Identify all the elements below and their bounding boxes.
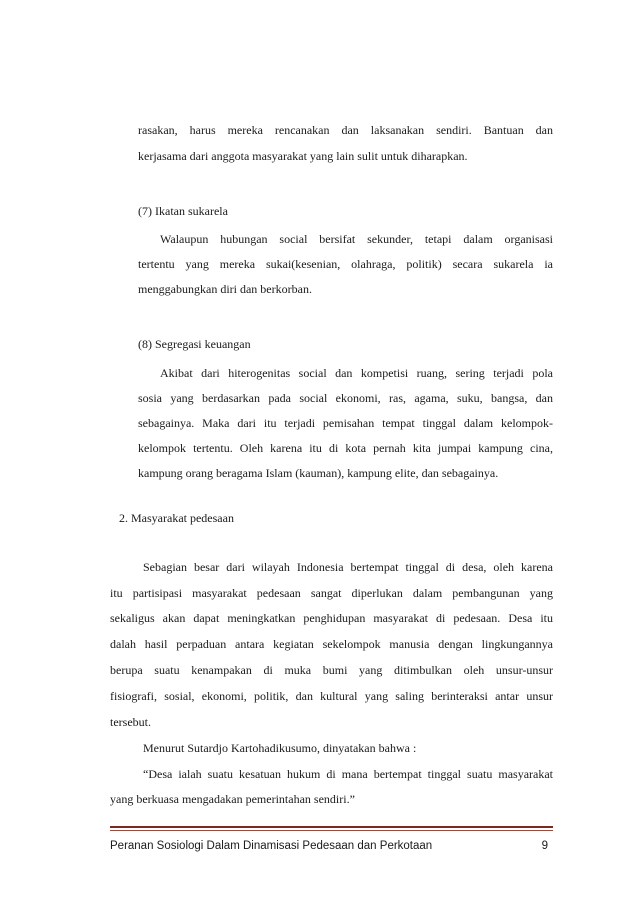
section-heading: 2. Masyarakat pedesaan — [119, 511, 234, 525]
quote-line: yang berkuasa mengadakan pemerintahan sendiri.” — [110, 792, 355, 806]
text-line: Menurut Sutardjo Kartohadikusumo, dinyatakan bahwa : — [143, 741, 417, 755]
text-line: rasakan, harus mereka rencanakan dan laksanakan sendiri. Bantuan dan — [138, 123, 553, 137]
text-line: dalah hasil perpaduan antara kegiatan sekelompok manusia dengan lingkungannya — [110, 637, 553, 651]
quote-line: “Desa ialah suatu kesatuan hukum di mana bertempat tinggal suatu masyarakat — [143, 767, 553, 781]
footer-title: Peranan Sosiologi Dalam Dinamisasi Pedesaan dan Perkotaan — [110, 840, 433, 852]
footer-rule — [110, 826, 553, 828]
text-line: Sebagian besar dari wilayah Indonesia bertempat tinggal di desa, oleh karena — [143, 560, 553, 574]
page-number: 9 — [541, 840, 548, 852]
list-heading-7: (7) Ikatan sukarela — [138, 204, 228, 218]
text-line: itu partisipasi masyarakat pedesaan sangat diperlukan dalam pembangunan yang — [110, 586, 553, 600]
text-line: berupa suatu kenampakan di muka bumi yang ditimbulkan oleh unsur-unsur — [110, 663, 553, 677]
text-line: sekaligus akan dapat meningkatkan penghidupan masyarakat di pedesaan. Desa itu — [110, 611, 553, 625]
text-line: menggabungkan diri dan berkorban. — [138, 282, 312, 296]
text-line: sebagainya. Maka dari itu terjadi pemisahan tempat tinggal dalam kelompok- — [138, 416, 553, 430]
text-line: kelompok tertentu. Oleh karena itu di kota pernah kita jumpai kampung cina, — [138, 441, 553, 455]
text-line: kampung orang beragama Islam (kauman), kampung elite, dan sebagainya. — [138, 466, 499, 480]
text-line: Akibat dari hiterogenitas social dan kompetisi ruang, sering terjadi pola — [160, 366, 553, 380]
text-line: tertentu yang mereka sukai(kesenian, olahraga, politik) secara sukarela ia — [138, 257, 553, 271]
text-line: sosia yang berdasarkan pada social ekonomi, ras, agama, suku, bangsa, dan — [138, 391, 553, 405]
text-line: fisiografi, sosial, ekonomi, politik, dan kultural yang saling berinteraksi antar unsur — [110, 689, 553, 703]
text-line: kerjasama dari anggota masyarakat yang lain sulit untuk diharapkan. — [138, 149, 468, 163]
text-line: Walaupun hubungan social bersifat sekunder, tetapi dalam organisasi — [160, 232, 553, 246]
list-heading-8: (8) Segregasi keuangan — [138, 337, 251, 351]
footer-rule-thin — [110, 830, 553, 831]
text-line: tersebut. — [110, 715, 151, 729]
